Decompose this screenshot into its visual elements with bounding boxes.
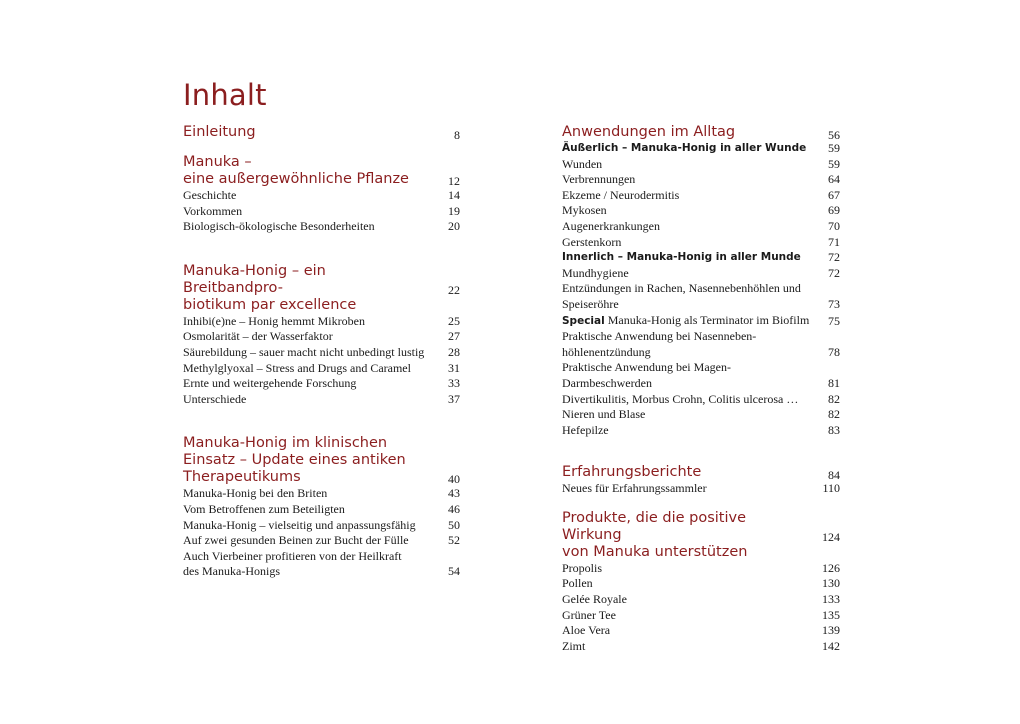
entry-text: Entzündungen in Rachen, Nasennebenhöhlen und <box>562 281 801 296</box>
toc-section-klinisch[interactable] <box>183 435 460 580</box>
entry-text: Säurebildung – sauer macht nicht unbedingt lustig <box>183 344 425 359</box>
entry-text: Innerlich – Manuka-Honig in aller Munde <box>562 251 801 264</box>
entry-page: 19 <box>448 203 460 218</box>
entry-text: Manuka-Honig – vielseitig und anpassungsfähig <box>183 517 416 532</box>
section-title-line: eine außergewöhnliche Pflanze <box>183 171 409 187</box>
toc-entry[interactable] <box>562 481 840 497</box>
entry-page: 37 <box>448 391 460 406</box>
entry-text: Pollen <box>562 576 593 591</box>
entry-page: 142 <box>822 638 840 653</box>
entry-text: Auch Vierbeiner profitieren von der Heilkraft <box>183 548 402 563</box>
section-page-number: 56 <box>828 128 840 142</box>
toc-subheading[interactable] <box>562 250 840 266</box>
special-label: Special <box>562 314 605 327</box>
entry-page: 46 <box>448 501 460 516</box>
toc-entry[interactable] <box>562 392 840 408</box>
toc-entry[interactable] <box>562 188 840 204</box>
toc-section-breitband[interactable] <box>183 263 460 408</box>
entry-text: Hefepilze <box>562 422 609 437</box>
toc-left-column <box>183 124 460 580</box>
toc-entry[interactable] <box>183 502 460 518</box>
entry-text: Methylglyoxal – Stress and Drugs and Caramel <box>183 360 411 375</box>
toc-section-manuka[interactable] <box>183 154 460 235</box>
entry-text: Auf zwei gesunden Beinen zur Bucht der Fülle <box>183 533 409 548</box>
toc-entry[interactable] <box>562 608 840 624</box>
section-page-number: 40 <box>448 472 460 487</box>
entry-page: 72 <box>828 250 840 265</box>
section-title-line: von Manuka unterstützen <box>562 543 748 560</box>
entry-text: Propolis <box>562 560 603 575</box>
toc-section-berichte[interactable] <box>562 464 840 497</box>
toc-entry[interactable] <box>183 361 460 377</box>
entry-text: Inhibi(e)ne – Honig hemmt Mikroben <box>183 313 365 328</box>
entry-text: Nieren und Blase <box>562 407 646 422</box>
entry-page: 135 <box>822 607 840 622</box>
section-page-number: 12 <box>448 174 460 188</box>
toc-entry[interactable] <box>562 639 840 655</box>
entry-text: Augenerkrankungen <box>562 218 660 233</box>
toc-entry[interactable] <box>183 486 460 502</box>
entry-text: Zimt <box>562 638 586 653</box>
toc-subheading[interactable] <box>562 141 840 157</box>
entry-page: 59 <box>828 141 840 155</box>
toc-entry[interactable] <box>183 518 460 534</box>
section-title-line: Manuka-Honig im klinischen <box>183 435 388 452</box>
section-title <box>183 154 460 188</box>
toc-entry[interactable] <box>562 592 840 608</box>
toc-entry[interactable] <box>183 314 460 330</box>
entry-page: 82 <box>828 407 840 422</box>
section-page-number: 22 <box>448 282 460 297</box>
entry-page: 33 <box>448 376 460 391</box>
entry-text: des Manuka-Honigs <box>183 564 280 579</box>
entry-page: 43 <box>448 486 460 501</box>
section-title-text: Erfahrungsberichte <box>562 464 702 481</box>
entry-page: 67 <box>828 187 840 202</box>
entry-page: 72 <box>828 265 840 280</box>
toc-entry[interactable] <box>183 188 460 204</box>
entry-text: Wunden <box>562 156 603 171</box>
toc-entry[interactable] <box>183 376 460 392</box>
entry-page: 52 <box>448 533 460 548</box>
entry-text: Biologisch-ökologische Besonderheiten <box>183 219 375 234</box>
toc-entry[interactable] <box>562 219 840 235</box>
section-title <box>562 510 840 561</box>
entry-text: Äußerlich – Manuka-Honig in aller Wunde <box>562 142 807 154</box>
entry-text: Manuka-Honig bei den Briten <box>183 486 328 501</box>
entry-text: Speiseröhre <box>562 296 619 311</box>
toc-entry[interactable] <box>183 329 460 345</box>
toc-entry[interactable] <box>183 533 460 549</box>
toc-entry[interactable] <box>183 204 460 220</box>
entry-text: Geschichte <box>183 188 237 202</box>
toc-entry[interactable] <box>562 407 840 423</box>
toc-entry[interactable] <box>562 235 840 251</box>
toc-entry[interactable] <box>183 564 460 580</box>
section-title-line: Produkte, die die positive Wirkung <box>562 509 747 543</box>
entry-text: Osmolarität – der Wasserfaktor <box>183 329 333 344</box>
section-title-line: Manuka-Honig – ein Breitbandpro- <box>183 262 326 296</box>
toc-entry[interactable] <box>562 297 840 313</box>
entry-text: Grüner Tee <box>562 607 616 622</box>
section-page-number: 8 <box>454 128 460 142</box>
toc-entry[interactable] <box>562 423 840 439</box>
entry-text: Darmbeschwerden <box>562 375 652 390</box>
entry-text: Ernte und weitergehende Forschung <box>183 376 357 391</box>
section-title-line: biotikum par excellence <box>183 296 357 313</box>
entry-page: 130 <box>822 576 840 591</box>
entry-text: Praktische Anwendung bei Nasenneben- <box>562 329 757 344</box>
entry-page: 20 <box>448 219 460 234</box>
entry-page: 31 <box>448 360 460 375</box>
entry-page: 64 <box>828 172 840 187</box>
entry-text: Ekzeme / Neurodermitis <box>562 187 680 202</box>
section-title-line: Einsatz – Update eines antiken <box>183 452 406 469</box>
section-title <box>183 263 460 314</box>
entry-page: 75 <box>828 313 840 328</box>
toc-right-column <box>562 124 840 654</box>
toc-entry[interactable] <box>562 561 840 577</box>
toc-entry[interactable] <box>183 345 460 361</box>
toc-entry[interactable] <box>562 345 840 361</box>
entry-text: Praktische Anwendung bei Magen- <box>562 360 731 375</box>
entry-text: Vom Betroffenen zum Beteiligten <box>183 501 345 516</box>
page-title: Inhalt <box>183 78 267 112</box>
entry-text: Mundhygiene <box>562 265 629 280</box>
section-page-number: 124 <box>822 529 840 544</box>
entry-page: 81 <box>828 375 840 390</box>
entry-text: Aloe Vera <box>562 623 611 638</box>
toc-entry[interactable] <box>562 203 840 219</box>
toc-entry[interactable] <box>562 266 840 282</box>
toc-section-alltag[interactable] <box>562 124 840 438</box>
section-title-text: Einleitung <box>183 124 256 140</box>
entry-page: 50 <box>448 517 460 532</box>
entry-page: 83 <box>828 422 840 437</box>
entry-page: 14 <box>448 188 460 202</box>
section-title <box>562 464 840 481</box>
entry-page: 73 <box>828 296 840 311</box>
toc-entry[interactable] <box>562 281 840 297</box>
entry-page: 139 <box>822 623 840 638</box>
toc-entry[interactable] <box>562 172 840 188</box>
section-title-line: Therapeutikums <box>183 469 301 486</box>
toc-entry-special[interactable] <box>562 313 840 330</box>
entry-text: Gelée Royale <box>562 592 627 607</box>
entry-page: 27 <box>448 329 460 344</box>
section-title-text: Anwendungen im Alltag <box>562 124 736 140</box>
section-title <box>183 435 460 486</box>
entry-text: Vorkommen <box>183 203 243 218</box>
entry-text: Unterschiede <box>183 391 247 406</box>
toc-section-einleitung[interactable] <box>183 124 460 154</box>
entry-page: 78 <box>828 344 840 359</box>
entry-page: 28 <box>448 344 460 359</box>
toc-entry[interactable] <box>183 549 460 565</box>
entry-text: Mykosen <box>562 203 607 218</box>
section-title-line: Manuka – <box>183 154 252 170</box>
toc-entry[interactable] <box>562 157 840 173</box>
toc-entry[interactable] <box>183 392 460 408</box>
toc-entry[interactable] <box>562 576 840 592</box>
toc-entry[interactable] <box>562 360 840 376</box>
entry-text: höhlenentzündung <box>562 344 651 359</box>
entry-page: 126 <box>822 560 840 575</box>
section-page-number: 84 <box>828 468 840 483</box>
toc-entry[interactable] <box>562 329 840 345</box>
entry-page: 133 <box>822 592 840 607</box>
entry-text: Gerstenkorn <box>562 234 622 249</box>
entry-page: 59 <box>828 156 840 171</box>
entry-text: Divertikulitis, Morbus Crohn, Colitis ulcerosa … <box>562 391 799 406</box>
entry-text: Neues für Erfahrungssammler <box>562 481 707 496</box>
toc-entry[interactable] <box>562 623 840 639</box>
toc-entry[interactable] <box>562 376 840 392</box>
entry-page: 82 <box>828 391 840 406</box>
entry-page: 71 <box>828 234 840 249</box>
toc-section-produkte[interactable] <box>562 510 840 655</box>
entry-text: Manuka-Honig als Terminator im Biofilm <box>604 312 810 327</box>
toc-entry[interactable] <box>183 219 460 235</box>
entry-page: 110 <box>822 481 840 496</box>
section-title <box>562 124 840 141</box>
section-title <box>183 124 460 141</box>
entry-page: 54 <box>448 564 460 579</box>
entry-page: 69 <box>828 203 840 218</box>
entry-page: 70 <box>828 218 840 233</box>
entry-page: 25 <box>448 313 460 328</box>
entry-text: Verbrennungen <box>562 172 636 187</box>
